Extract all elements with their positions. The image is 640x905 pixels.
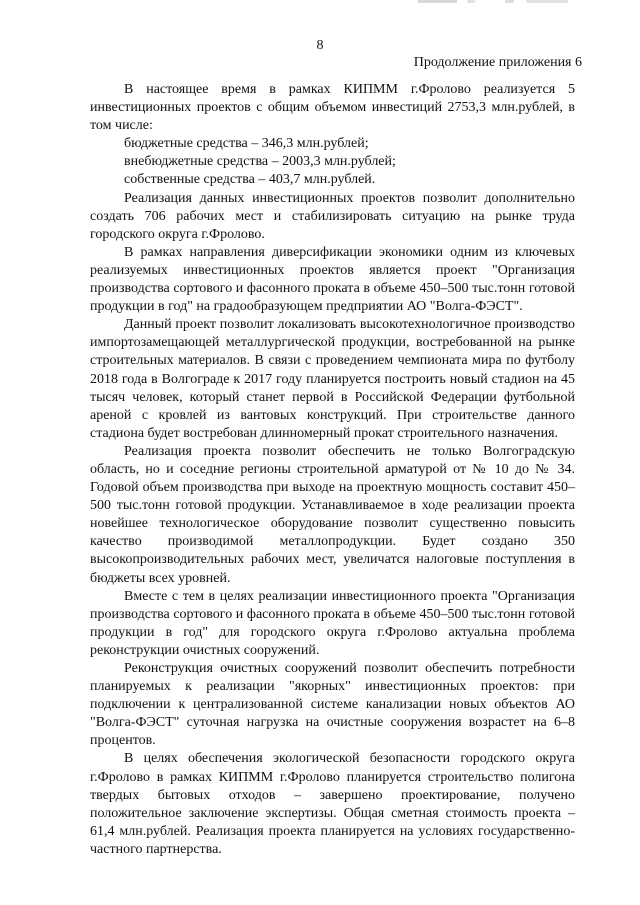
scan-artifact: [418, 0, 568, 3]
appendix-continuation-note: Продолжение приложения 6: [413, 55, 582, 70]
paragraph-jobs: Реализация данных инвестиционных проектов позволит дополнительно создать 706 рабочих мест и стабилизировать ситуацию на рынке труда городского округа г.Фролово.: [90, 190, 575, 242]
list-item-extrabudgetary-funds: внебюджетные средства – 2003,3 млн.рублей;: [124, 154, 396, 170]
paragraph-project-implementation: Реализация проекта позволит обеспечить не только Волгоградскую область, но и соседние регионы строительной арматурой от № 10 до № 34. Годовой объем производства при выходе на проектную мощность составит 450–500 тыс.тонн готовой продукции. Устанавливаемое в ходе реализации проекта новейшее технологическое оборудование позволит существенно повысить качество производимой металлопродукции. Будет создано 350 высокопроизводительных рабочих мест, увеличатся налоговые поступления в бюджеты всех уровней.: [90, 443, 575, 586]
paragraph-investment-projects: В настоящее время в рамках КИПММ г.Фролово реализуется 5 инвестиционных проектов с общим объемом инвестиций 2753,3 млн.рублей, в том числе:: [90, 82, 575, 134]
paragraph-diversification: В рамках направления диверсификации экономики одним из ключевых реализуемых инвестиционных проектов является проект "Организация производства сортового и фасонного проката в объеме 450–500 тыс.тонн готовой продукции в год" на градообразующем предприятии АО "Волга-ФЭСТ".: [90, 244, 575, 315]
document-body: [90, 81, 575, 859]
paragraph-reconstruction: Реконструкция очистных сооружений позволит обеспечить потребности планируемых к реализации "якорных" инвестиционных проектов: при подключении к централизованной системе канализации новых объектов АО "Волга-ФЭСТ" суточная нагрузка на очистные сооружения возрастет на 6–8 процентов.: [90, 661, 575, 749]
paragraph-project-localization: Данный проект позволит локализовать высокотехнологичное производство импортозамещающей металлургической продукции, востребованной на рынке строительных материалов. В связи с проведением чемпионата мира по футболу 2018 года в Волгограде к 2017 году планируется построить новый стадион на 45 тысяч человек, который станет первой в Российской Федерации футбольной ареной с кровлей из вантовых конструкций. При строительстве данного стадиона будет востребован длинномерный прокат строительного назначения.: [90, 317, 575, 441]
list-item-own-funds: собственные средства – 403,7 млн.рублей.: [124, 172, 376, 188]
paragraph-waste-landfill: В целях обеспечения экологической безопасности городского округа г.Фролово в рамках КИПММ г.Фролово планируется строительство полигона твердых бытовых отходов – завершено проектирование, получено положительное заключение экспертизы. Общая сметная стоимость проекта – 61,4 млн.рублей. Реализация проекта планируется на условиях государственно-частного партнерства.: [90, 751, 575, 857]
paragraph-treatment-facilities-problem: Вместе с тем в целях реализации инвестиционного проекта "Организация производства сортового и фасонного проката в объеме 450–500 тыс.тонн готовой продукции в год" для городского округа г.Фролово актуальна проблема реконструкции очистных сооружений.: [90, 588, 575, 658]
list-item-budget-funds: бюджетные средства – 346,3 млн.рублей;: [124, 136, 369, 152]
page-number: 8: [316, 38, 324, 53]
